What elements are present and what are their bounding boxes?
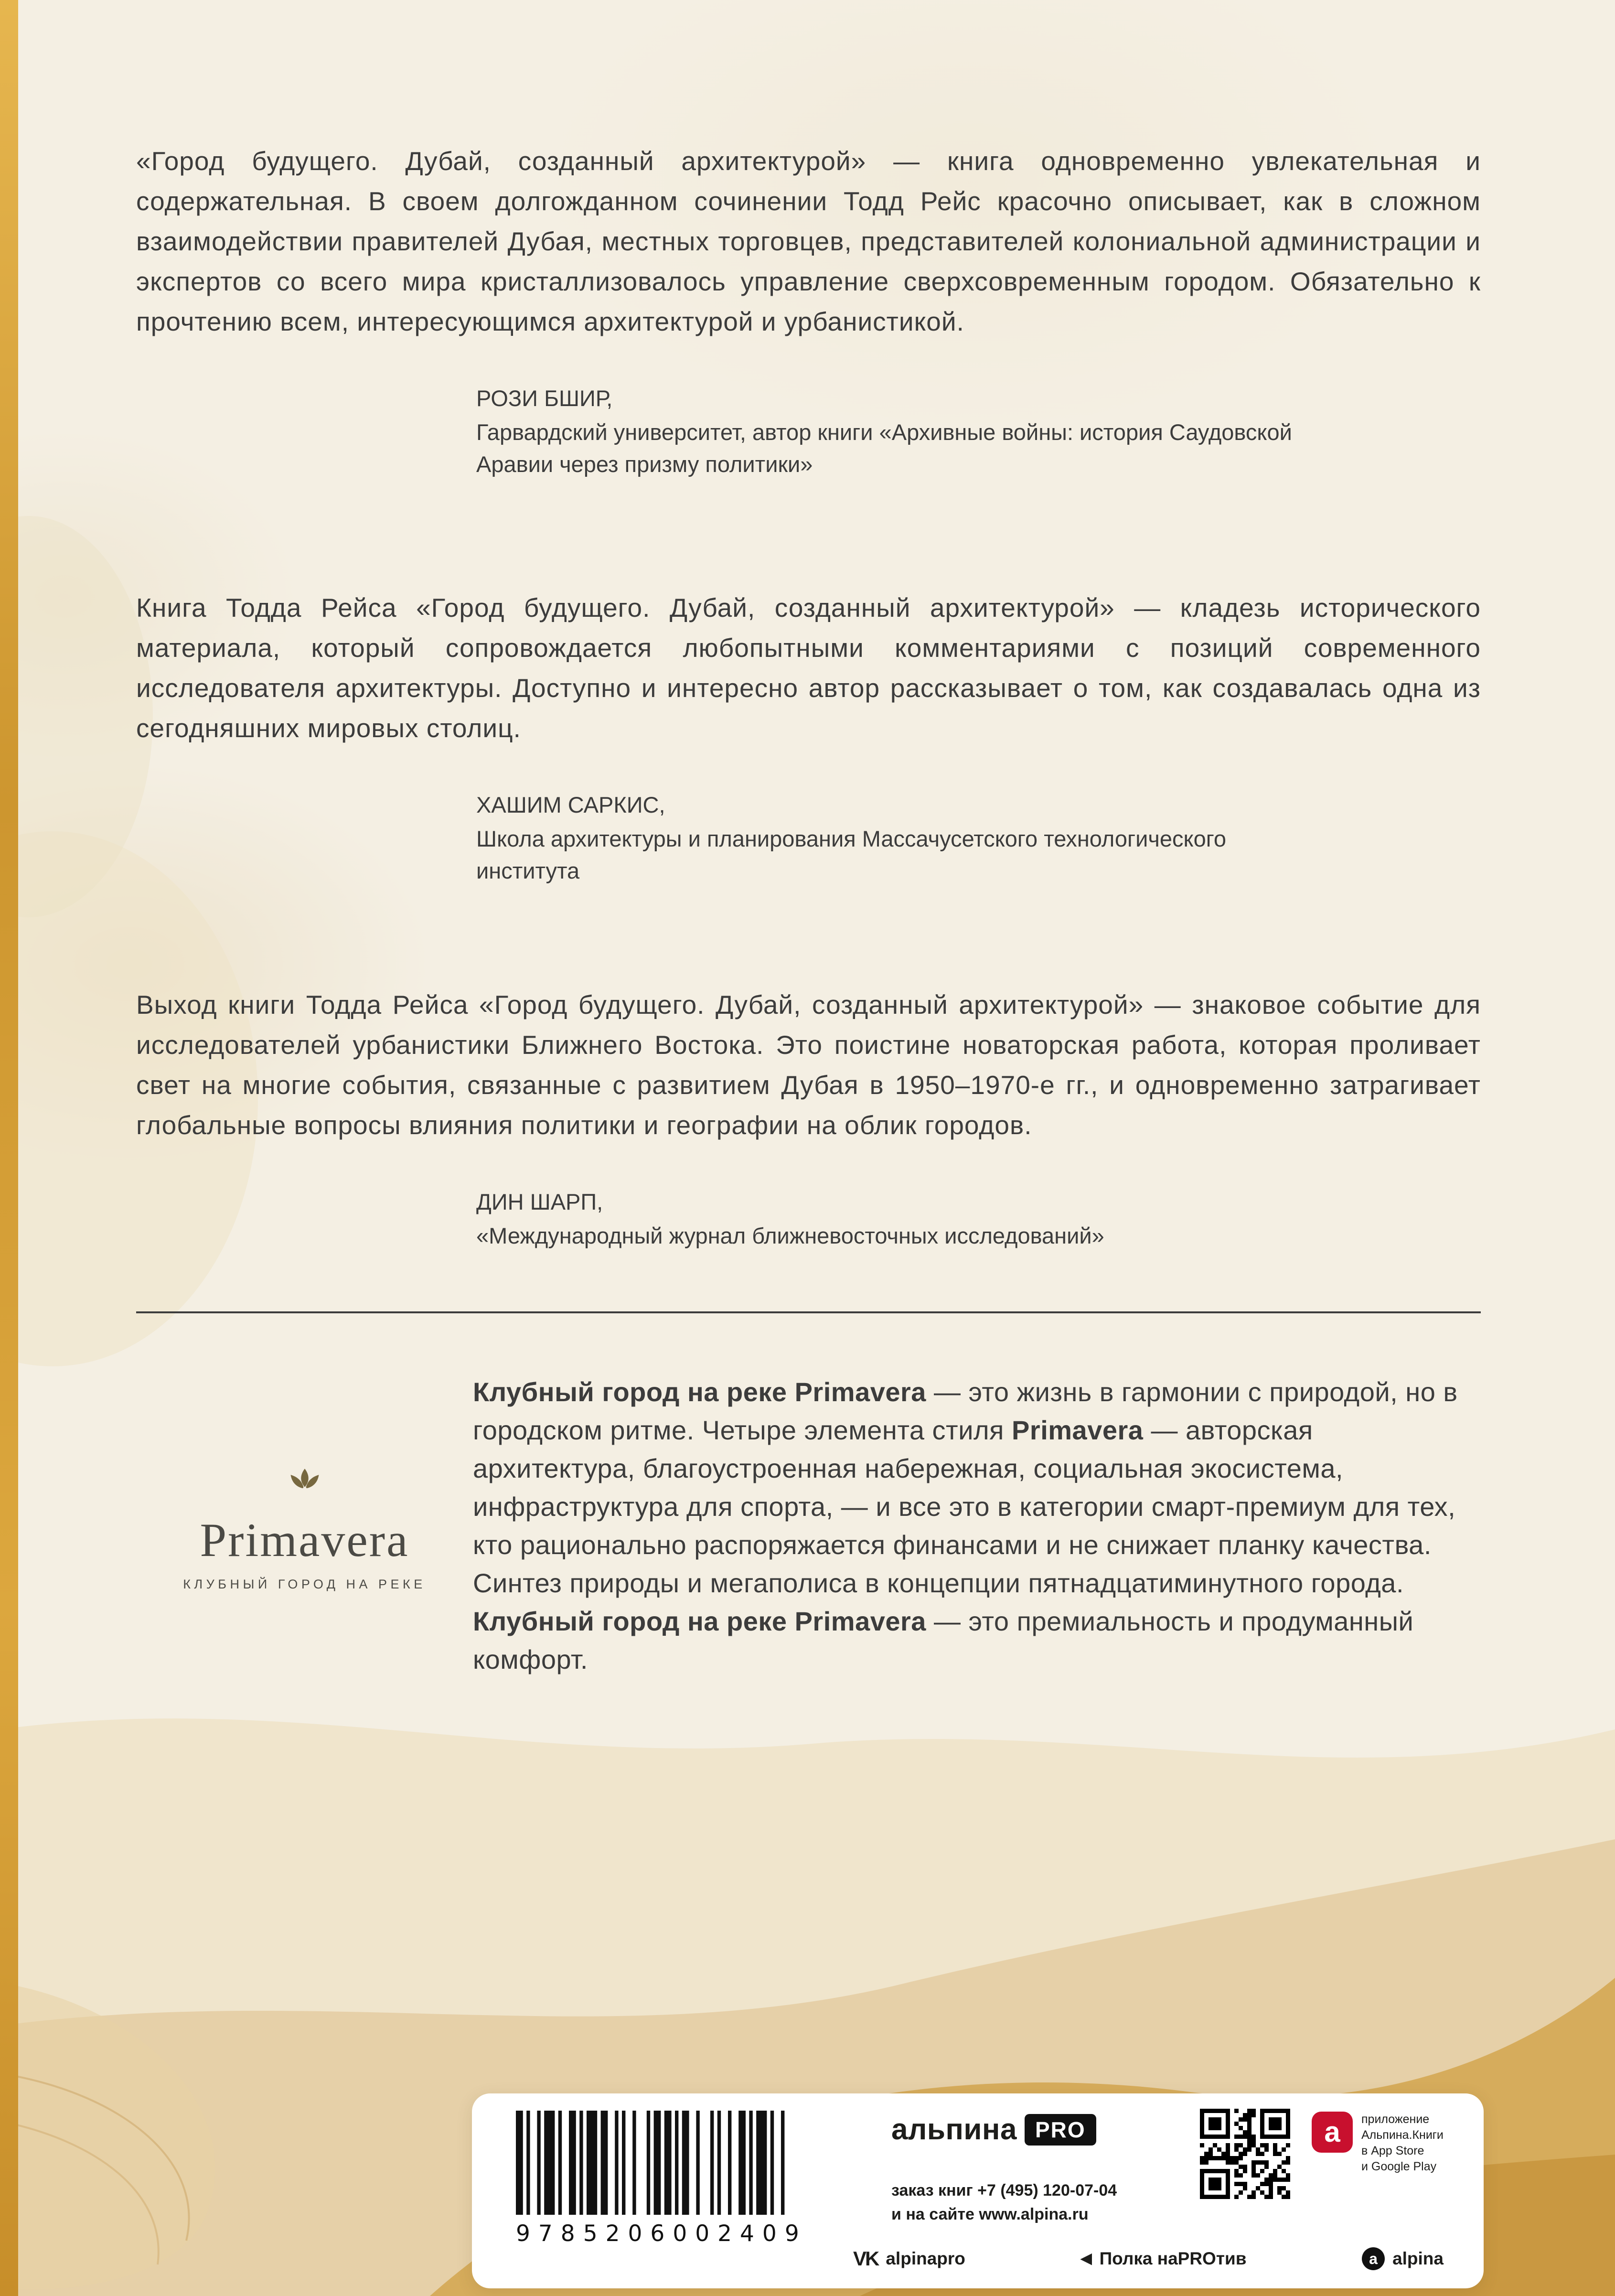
quote-text: Книга Тодда Рейса «Город будущего. Дубай, созданный архитектурой» — кладезь исторического материала, который сопровождается любопытными комментариями с позиций современного исследователя архитектуры. Доступно и интересно автор рассказывает о том, как создавалась одна из сегодняшних мировых столиц. (136, 593, 1481, 743)
social-label: Полка наPROтив (1099, 2249, 1247, 2268)
primavera-paragraph: Синтез природы и мегаполиса в концепции пятнадцатиминутного города. (473, 1568, 1404, 1598)
primavera-paragraph (473, 1602, 1481, 1679)
social-links (853, 2247, 1444, 2270)
order-info (891, 2178, 1117, 2226)
review-quote-1 (136, 141, 1481, 480)
review-quote-2 (136, 588, 1481, 887)
tulip-icon (285, 1464, 324, 1503)
primavera-paragraph (473, 1373, 1481, 1564)
alpina-pro-logo (891, 2113, 1096, 2146)
primavera-segment: — это жизнь в гармонии с природой, но в городском ритме. Четыре элемента стиля (473, 1377, 1458, 1445)
alpina-app-icon: a (1312, 2112, 1353, 2153)
alpina-icon: a (1362, 2247, 1385, 2270)
quote-attribution (476, 1186, 1326, 1252)
app-line: приложение (1361, 2113, 1430, 2126)
primavera-logo (136, 1373, 473, 1679)
quote-source: «Международный журнал ближневосточных исследований» (476, 1223, 1104, 1248)
quote-author: ДИН ШАРП, (476, 1189, 603, 1214)
polka-icon: ◀ (1080, 2251, 1092, 2266)
social-polka (1081, 2249, 1247, 2269)
primavera-wordmark: Primavera (200, 1513, 409, 1566)
publisher-panel (472, 2093, 1484, 2288)
social-alpina (1362, 2247, 1444, 2270)
primavera-segment: — авторская архитектура, благоустроенная набережная, социальная экосистема, инфраструктура для спорта, — и все это в категории смарт-премиум для тех, кто рационально распоряжается финансами и не снижает планку качества. (473, 1415, 1456, 1560)
order-phone: заказ книг +7 (495) 120-07-04 (891, 2181, 1117, 2199)
primavera-bold-close: Клубный город на реке Primavera (473, 1606, 926, 1636)
primavera-bold-lead: Клубный город на реке Primavera (473, 1377, 926, 1407)
quote-source: Гарвардский университет, автор книги «Архивные войны: история Саудовской Аравии через призму политики» (476, 419, 1292, 477)
order-site: и на сайте www.alpina.ru (891, 2205, 1089, 2223)
primavera-bold-brand: Primavera (1012, 1415, 1144, 1445)
quote-author: ХАШИМ САРКИС, (476, 792, 665, 817)
social-label: alpinapro (886, 2249, 965, 2268)
primavera-tagline: КЛУБНЫЙ ГОРОД НА РЕКЕ (183, 1577, 426, 1591)
review-quote-3 (136, 985, 1481, 1252)
primavera-segment: — это премиальность и продуманный комфорт. (473, 1606, 1414, 1674)
primavera-ad-block (136, 1373, 1481, 1679)
quote-attribution (476, 789, 1326, 887)
app-line: Альпина.Книги (1361, 2128, 1444, 2142)
quote-text: Выход книги Тодда Рейса «Город будущего. Дубай, созданный архитектурой» — знаковое событие для исследователей урбанистики Ближнего Востока. Это поистине новаторская работа, которая проливает свет на многие события, связанные с развитием Дубая в 1950–1970-е гг., и одновременно затрагивает глобальные вопросы влияния политики и географии на облик городов. (136, 990, 1481, 1140)
app-line: и Google Play (1361, 2160, 1437, 2173)
quote-attribution (476, 382, 1326, 480)
quote-source: Школа архитектуры и планирования Массачусетского технологического института (476, 826, 1227, 883)
pro-badge: PRO (1025, 2114, 1096, 2146)
barcode-bars (516, 2111, 807, 2215)
quote-author: РОЗИ БШИР, (476, 386, 613, 411)
qr-code (1200, 2109, 1292, 2200)
vk-icon: VK (853, 2247, 878, 2270)
alpina-wordmark: альпина (891, 2113, 1017, 2146)
barcode (516, 2111, 807, 2247)
app-promo (1312, 2112, 1444, 2175)
isbn-number: 9785206002409 (516, 2221, 807, 2247)
divider-line (136, 1311, 1481, 1313)
qr-grid (1200, 2193, 1290, 2201)
primavera-description (473, 1373, 1481, 1679)
social-label: alpina (1392, 2249, 1444, 2268)
cover-content (136, 141, 1481, 1679)
social-vk (853, 2247, 965, 2270)
app-line: в App Store (1361, 2144, 1424, 2157)
spine-gold-edge (0, 0, 18, 2296)
quote-text: «Город будущего. Дубай, созданный архитектурой» — книга одновременно увлекательная и содержательная. В своем долгожданном сочинении Тодд Рейс красочно описывает, как в сложном взаимодействии правителей Дубая, местных торговцев, представителей колониальной администрации и экспертов со всего мира кристаллизовалось управление сверхсовременным городом. Обязательно к прочтению всем, интересующимся архитектурой и урбанистикой. (136, 146, 1481, 336)
app-promo-text (1361, 2112, 1444, 2175)
